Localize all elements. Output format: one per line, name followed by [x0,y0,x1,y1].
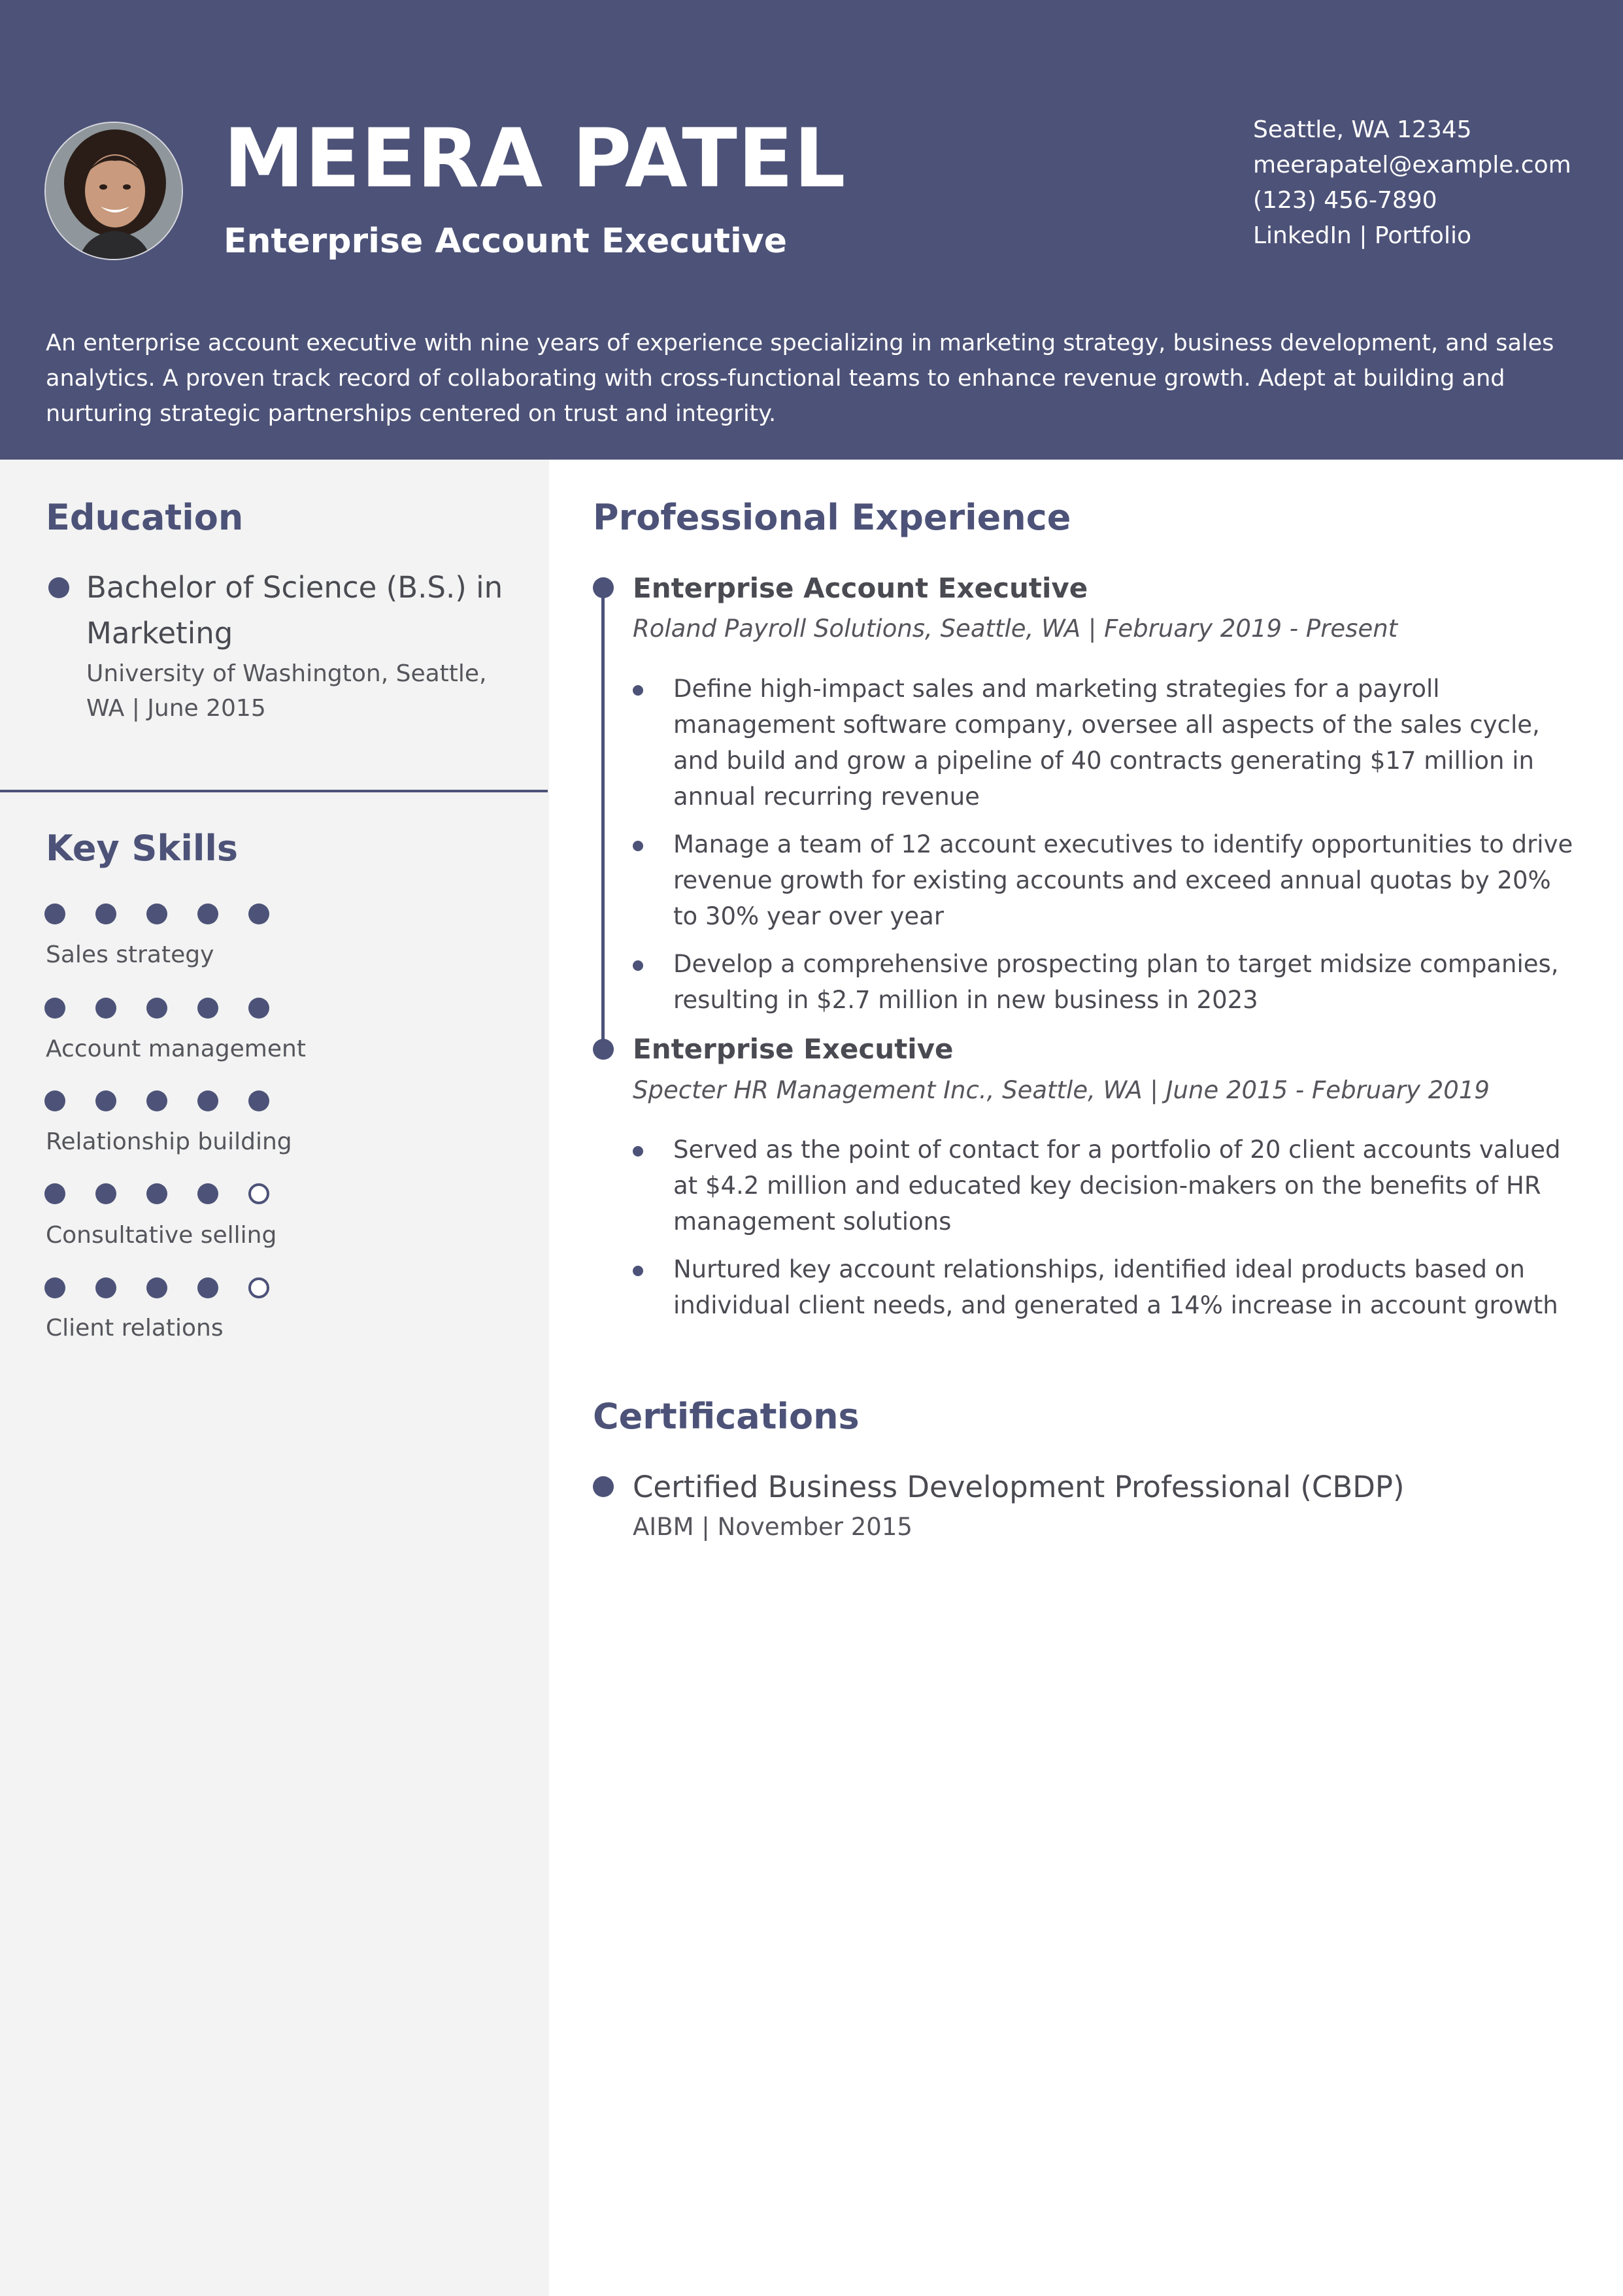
skill-label: Consultative selling [46,1222,277,1249]
contact-phone[interactable]: (123) 456-7890 [1253,187,1437,214]
professional-summary: An enterprise account executive with nine years of experience specializing in marketing strategy, business development, and sales analytics. A proven track record of collaborating with cross-functional teams to enhance revenue growth. Adept at building and nurturing strategic partnerships centered on trust and integrity. [46,330,1554,427]
job-bullet: Define high-impact sales and marketing strategies for a payroll management software company, oversee all aspects of the sales cycle, and build and grow a pipeline of 40 contracts generating $17 million in annual recurring revenue [633,671,1574,815]
certification-name: Certified Business Development Professional (CBDP) [633,1470,1405,1504]
skill-dot-filled-icon [146,903,167,924]
job-bullets [633,1132,1574,1335]
skill-rating [44,998,280,1020]
education-heading: Education [46,497,244,538]
skill-label: Relationship building [46,1128,292,1155]
education-bullet-icon [48,577,69,598]
candidate-name: MEERA PATEL [224,112,846,206]
skill-label: Account management [46,1036,306,1062]
job-title: Enterprise Executive [633,1033,954,1065]
skill-rating [44,1183,280,1206]
job-bullet: Manage a team of 12 account executives to identify opportunities to drive revenue growth for existing accounts and exceed annual quotas by 20% to 30% year over year [633,826,1574,934]
resume-header [0,0,1623,460]
contact-location: Seattle, WA 12345 [1253,116,1472,143]
skill-dot-filled-icon [248,1090,269,1111]
skill-dot-filled-icon [248,903,269,924]
education-school: University of Washington, Seattle, WA | June 2015 [86,660,487,722]
certifications-heading: Certifications [593,1396,860,1437]
job-title: Enterprise Account Executive [633,572,1088,604]
skill-dot-filled-icon [95,1183,116,1204]
skill-dot-filled-icon [146,1090,167,1111]
job-meta: Roland Payroll Solutions, Seattle, WA | February 2019 - Present [633,615,1398,643]
skill-rating [44,1277,280,1300]
certification-meta: AIBM | November 2015 [633,1513,912,1541]
skill-dot-filled-icon [95,1090,116,1111]
contact-block [1253,112,1571,254]
skill-dot-filled-icon [95,1277,116,1298]
job-bullets [633,671,1574,1030]
contact-email[interactable]: meerapatel@example.com [1253,152,1571,178]
skill-dot-filled-icon [197,1277,218,1298]
skill-dot-filled-icon [146,1277,167,1298]
skill-dot-filled-icon [146,1183,167,1204]
skill-dot-filled-icon [197,1183,218,1204]
contact-links[interactable]: LinkedIn | Portfolio [1253,222,1471,249]
profile-photo-illustration [46,123,183,260]
education-degree: Bachelor of Science (B.S.) in Marketing [86,570,503,650]
job-bullet: Develop a comprehensive prospecting plan to target midsize companies, resulting in $2.7 million in new business in 2023 [633,946,1574,1018]
skill-rating [44,1090,280,1113]
skill-dot-filled-icon [95,903,116,924]
skill-dot-filled-icon [44,1090,65,1111]
job-bullet: Served as the point of contact for a portfolio of 20 client accounts valued at $4.2 million and educated key decision-makers on the benefits of HR management solutions [633,1132,1574,1240]
skill-rating [44,903,280,926]
skill-dot-filled-icon [146,998,167,1019]
skill-dot-filled-icon [95,998,116,1019]
skill-dot-filled-icon [197,998,218,1019]
skill-dot-filled-icon [44,903,65,924]
skill-dot-empty-icon [248,1183,269,1204]
experience-timeline [601,588,605,1050]
skill-label: Client relations [46,1315,224,1342]
skill-dot-filled-icon [197,1090,218,1111]
job-marker-icon [593,577,614,598]
skill-dot-filled-icon [44,1183,65,1204]
profile-photo [44,122,183,260]
skill-dot-filled-icon [248,998,269,1019]
experience-heading: Professional Experience [593,497,1071,538]
skill-dot-filled-icon [44,1277,65,1298]
candidate-title: Enterprise Account Executive [224,222,787,261]
certification-marker-icon [593,1476,614,1497]
skill-dot-filled-icon [44,998,65,1019]
job-bullet: Nurtured key account relationships, identified ideal products based on individual client needs, and generated a 14% increase in account growth [633,1251,1574,1323]
sidebar [0,460,549,2296]
skills-heading: Key Skills [46,828,238,869]
job-meta: Specter HR Management Inc., Seattle, WA | June 2015 - February 2019 [633,1076,1490,1104]
job-marker-icon [593,1039,614,1060]
skill-dot-filled-icon [197,903,218,924]
sidebar-divider [0,790,548,792]
skill-dot-empty-icon [248,1277,269,1298]
skill-label: Sales strategy [46,941,214,968]
